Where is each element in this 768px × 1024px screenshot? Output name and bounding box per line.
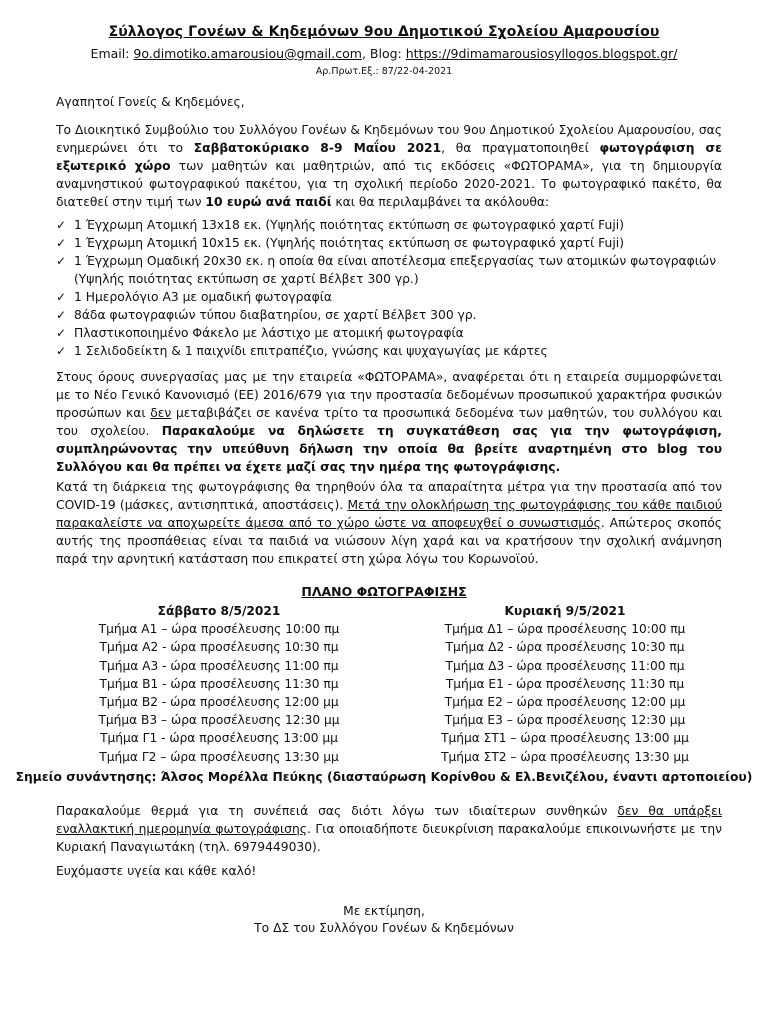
- greeting-text: Αγαπητοί Γονείς & Κηδεμόνες,: [56, 95, 245, 109]
- list-item: [56, 288, 722, 306]
- covid-leave-note: Μετά την ολοκλήρωση της φωτογράφισης του κάθε παιδιού παρακαλείστε να αποχωρείτε άμεσα από το χώρο ώστε να αποφευχθεί ο συνωστισμός: [56, 498, 722, 530]
- wishes: [56, 862, 722, 880]
- contact-line: [0, 46, 768, 61]
- closing-text-a: Παρακαλούμε θερμά για τη συνέπειά σας διότι λόγω των ιδιαίτερων συνθηκών: [56, 804, 618, 818]
- signature-greeting: [0, 904, 768, 918]
- check-icon: ✓: [56, 290, 67, 304]
- closing-paragraph: [56, 802, 722, 856]
- list-item-text: 1 Έγχρωμη Ατομική 10x15 εκ. (Υψηλής ποιότητας εκτύπωση σε φωτογραφικό χαρτί Fuji): [74, 236, 624, 250]
- list-item: [56, 252, 722, 288]
- list-item: [56, 234, 722, 252]
- check-icon: ✓: [56, 236, 67, 250]
- list-item-text: 1 Ημερολόγιο Α3 με ομαδική φωτογραφία: [74, 290, 332, 304]
- intro-paragraph: [56, 121, 722, 211]
- schedule-slot: Τμήμα Α3 - ώρα προσέλευσης 11:00 πμ: [99, 658, 339, 673]
- email-label: Email:: [90, 46, 134, 61]
- schedule-slot: Τμήμα Β1 - ώρα προσέλευσης 11:30 πμ: [99, 676, 339, 691]
- list-item: [56, 324, 722, 342]
- package-list: [56, 216, 722, 360]
- schedule-slot: Τμήμα Ε1 - ώρα προσέλευσης 11:30 πμ: [445, 676, 685, 691]
- intro-text-c: , θα πραγματοποιηθεί: [441, 141, 600, 155]
- schedule-slot: Τμήμα Β3 – ώρα προσέλευσης 12:30 μμ: [98, 713, 340, 728]
- schedule-slot: Τμήμα Ε2 – ώρα προσέλευσης 12:00 μμ: [444, 695, 686, 710]
- schedule-slot: Τμήμα Β2 - ώρα προσέλευσης 12:00 μμ: [99, 695, 339, 710]
- sunday-heading: Κυριακή 9/5/2021: [504, 604, 626, 618]
- meeting-point: [0, 770, 768, 784]
- check-icon: ✓: [56, 344, 67, 358]
- check-icon: ✓: [56, 308, 67, 322]
- schedule-slot: Τμήμα Γ1 - ώρα προσέλευσης 13:00 μμ: [100, 731, 338, 746]
- covid-text-a: Κατά τη διάρκεια της φωτογράφισης θα τηρηθούν όλα τα απαραίτητα μέτρα για την προστασία από τον COVID-19 (μάσκες, αντισηπτικά, αποστάσεις).: [56, 480, 722, 512]
- covid-text-c: . Απώτερος σκοπός αυτής της προσπάθειας είναι τα παιδιά να νιώσουν λίγη χαρά και να κρατήσουν την σχολική ανάμνηση παρά την αρνητική κατάσταση που επικρατεί στη χώρα λόγω του Κορωνοϊού.: [56, 516, 722, 566]
- wishes-text: Ευχόμαστε υγεία και κάθε καλό!: [56, 864, 257, 878]
- consent-request: Παρακαλούμε να δηλώσετε τη συγκατάθεση σας για την φωτογράφιση, συμπληρώνοντας την υπεύθυνη δήλωση την οποία θα βρείτε αναρτημένη στο blog του Συλλόγου και θα πρέπει να έχετε μαζί σας την ημέρα της φωτογράφισης.: [56, 424, 722, 474]
- no-alternative-date: δεν θα υπάρξει εναλλακτική ημερομηνία φωτογράφισης: [56, 804, 722, 836]
- terms-text-a: Στους όρους συνεργασίας μας με την εταιρεία «ΦΩΤΟΡΑΜΑ», αναφέρεται ότι η εταιρεία συμμορφώνεται με το Νέο Γενικό Κανονισμό (ΕΕ) 2016/679 για την προστασία δεδομένων προσωπικού χαρακτήρα φυσικών προσώπων και: [56, 370, 722, 420]
- schedule-slot: Τμήμα Α2 - ώρα προσέλευσης 10:30 πμ: [99, 640, 339, 655]
- closing-text-c: . Για οποιαδήποτε διευκρίνιση παρακαλούμε επικοινωνήστε με την Κυριακή Παναγιωτάκη (τηλ. 6979449030).: [56, 822, 722, 854]
- intro-location: φωτογράφιση σε εξωτερικό χώρο: [56, 141, 722, 173]
- list-item-text: 1 Έγχρωμη Ατομική 13x18 εκ. (Υψηλής ποιότητας εκτύπωση σε φωτογραφικό χαρτί Fuji): [74, 218, 624, 232]
- schedule-slot: Τμήμα Α1 – ώρα προσέλευσης 10:00 πμ: [98, 622, 340, 637]
- terms-text-c: μεταβιβάζει σε κανένα τρίτο τα προσωπικά δεδομένα των μαθητών, του συλλόγου και του σχολείου.: [56, 406, 722, 438]
- list-item-text: 1 Σελιδοδείκτη & 1 παιχνίδι επιτραπέζιο, γνώσης και ψυχαγωγίας με κάρτες: [74, 344, 548, 358]
- blog-link[interactable]: https://9dimamarousiosyllogos.blogspot.gr/: [405, 46, 678, 61]
- intro-price: 10 ευρώ ανά παιδί: [205, 195, 332, 209]
- schedule-slot: Τμήμα ΣΤ2 – ώρα προσέλευσης 13:30 μμ: [441, 749, 689, 764]
- signature-board: [0, 921, 768, 935]
- schedule-slot: Τμήμα Ε3 – ώρα προσέλευσης 12:30 μμ: [444, 713, 686, 728]
- blog-label: , Blog:: [361, 46, 406, 61]
- sunday-schedule: [430, 602, 700, 766]
- intro-text-e: των μαθητών και μαθητριών, από τις εκδόσεις «ΦΩΤΟΡΑΜΑ», για τη δημιουργία αναμνηστικού φωτογραφικού πακέτου, για τη σχολική περίοδο 2020-2021. Το φωτογραφικό πακέτο, θα διατεθεί στην τιμή των: [56, 159, 723, 209]
- list-item-text: Πλαστικοποιημένο Φάκελο με λάστιχο με ατομική φωτογραφία: [74, 326, 464, 340]
- terms-paragraph: [56, 368, 722, 476]
- association-title-text: Σύλλογος Γονέων & Κηδεμόνων 9ου Δημοτικού Σχολείου Αμαρουσίου: [108, 24, 660, 40]
- plan-title-text: ΠΛΑΝΟ ΦΩΤΟΓΡΑΦΙΣΗΣ: [301, 584, 467, 599]
- meeting-point-text: Σημείο συνάντησης: Άλσος Μορέλλα Πεύκης (διασταύρωση Κορίνθου & Ελ.Βενιζέλου, έναντι αρτοποιείου): [15, 770, 753, 784]
- saturday-schedule: [84, 602, 354, 766]
- list-item: [56, 306, 722, 324]
- check-icon: ✓: [56, 254, 67, 268]
- check-icon: ✓: [56, 218, 67, 232]
- signature-line-2: Το ΔΣ του Συλλόγου Γονέων & Κηδεμόνων: [254, 921, 514, 935]
- covid-paragraph: [56, 478, 722, 568]
- schedule-slot: Τμήμα Δ1 – ώρα προσέλευσης 10:00 πμ: [444, 622, 686, 637]
- greeting: [56, 93, 722, 111]
- saturday-heading: Σάββατο 8/5/2021: [157, 604, 281, 618]
- schedule-slot: Τμήμα Γ2 – ώρα προσέλευσης 13:30 μμ: [99, 749, 339, 764]
- intro-dates: Σαββατοκύριακο 8-9 Μαΐου 2021: [193, 141, 442, 155]
- association-title: [0, 24, 768, 40]
- list-item: [56, 216, 722, 234]
- terms-not: δεν: [150, 406, 172, 420]
- list-item-text: 1 Έγχρωμη Ομαδική 20x30 εκ. η οποία θα είναι αποτέλεσμα επεξεργασίας των ατομικών φωτογραφιών (Υψηλής ποιότητας εκτύπωση σε χαρτί Βέλβετ 300 γρ.): [74, 254, 717, 286]
- protocol-number-text: Αρ.Πρωτ.Εξ.: 87/22-04-2021: [315, 66, 453, 77]
- plan-title: [0, 584, 768, 599]
- schedule-slot: Τμήμα Δ3 - ώρα προσέλευσης 11:00 πμ: [445, 658, 685, 673]
- email-link[interactable]: 9o.dimotiko.amarousiou@gmail.com: [133, 46, 362, 61]
- protocol-number: [0, 66, 768, 77]
- list-item-text: 8άδα φωτογραφιών τύπου διαβατηρίου, σε χαρτί Βέλβετ 300 γρ.: [74, 308, 477, 322]
- schedule-slot: Τμήμα ΣΤ1 – ώρα προσέλευσης 13:00 μμ: [441, 731, 689, 746]
- intro-text-g: και θα περιλαμβάνει τα ακόλουθα:: [331, 195, 550, 209]
- schedule-slot: Τμήμα Δ2 - ώρα προσέλευσης 10:30 πμ: [445, 640, 685, 655]
- check-icon: ✓: [56, 326, 67, 340]
- intro-text-a: Το Διοικητικό Συμβούλιο του Συλλόγου Γονέων & Κηδεμόνων του 9ου Δημοτικού Σχολείου Αμαρουσίου, σας ενημερώνει ότι το: [56, 123, 722, 155]
- signature-line-1: Με εκτίμηση,: [343, 904, 425, 918]
- list-item: [56, 342, 722, 360]
